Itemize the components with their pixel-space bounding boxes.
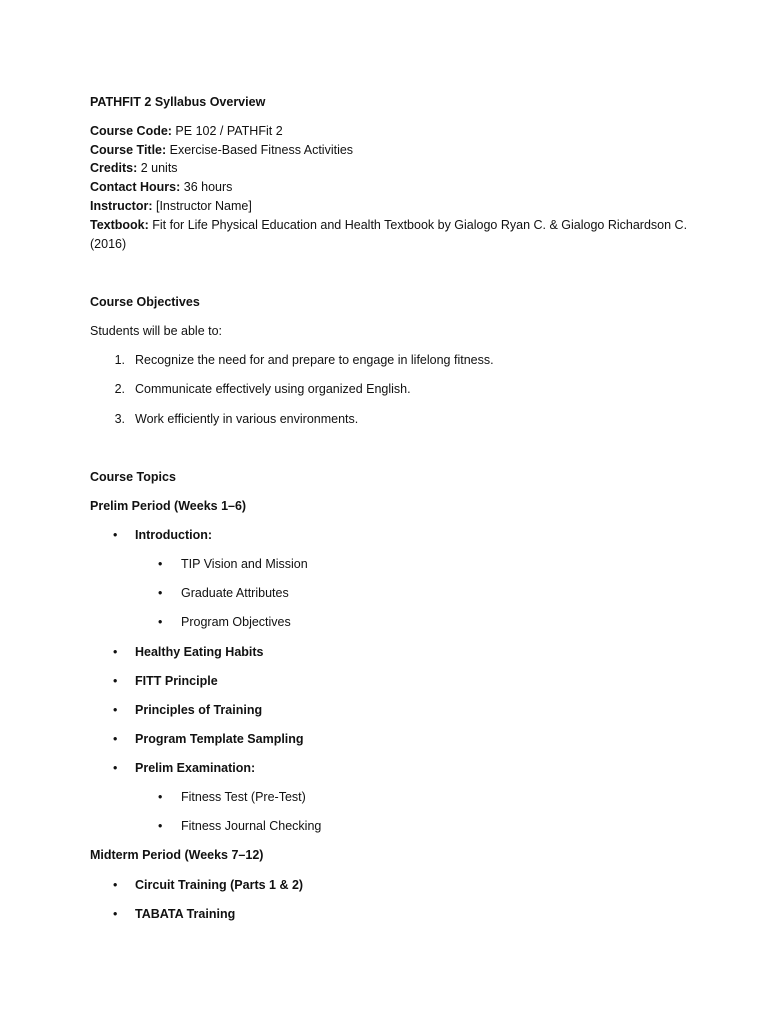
info-course-code	[90, 123, 283, 139]
topic-subitem: Program Objectives	[181, 615, 291, 629]
topic-item: TABATA Training	[135, 907, 236, 921]
document-title: PATHFIT 2 Syllabus Overview	[90, 95, 266, 109]
info-label: Instructor:	[90, 199, 153, 213]
topic-item: Circuit Training (Parts 1 & 2)	[135, 878, 304, 892]
bullet-icon: •	[113, 907, 118, 921]
topic-item: Prelim Examination:	[135, 761, 256, 775]
info-instructor	[90, 198, 252, 214]
topics-heading: Course Topics	[90, 470, 176, 484]
topic-item: Program Template Sampling	[135, 732, 304, 746]
topic-item: Principles of Training	[135, 703, 263, 717]
info-value: [Instructor Name]	[152, 199, 252, 213]
objective-item: Communicate effectively using organized English.	[135, 382, 411, 396]
objective-item: Recognize the need for and prepare to engage in lifelong fitness.	[135, 353, 494, 367]
midterm-heading: Midterm Period (Weeks 7–12)	[90, 848, 264, 862]
info-credits	[90, 160, 178, 176]
info-label: Course Code:	[90, 124, 172, 138]
topic-subitem: Fitness Test (Pre-Test)	[181, 790, 306, 804]
topic-subitem: Graduate Attributes	[181, 586, 289, 600]
topic-item: Healthy Eating Habits	[135, 645, 264, 659]
info-value: 2 units	[137, 161, 178, 175]
info-value: 36 hours	[180, 180, 233, 194]
info-label: Course Title:	[90, 143, 167, 157]
info-label: Textbook:	[90, 218, 149, 232]
info-textbook	[90, 216, 690, 253]
bullet-icon: •	[158, 790, 163, 804]
topic-item: Introduction:	[135, 528, 213, 542]
bullet-icon: •	[158, 557, 163, 571]
bullet-icon: •	[158, 615, 163, 629]
bullet-icon: •	[113, 645, 118, 659]
objective-number: 1.	[114, 353, 125, 367]
bullet-icon: •	[113, 878, 118, 892]
topic-item: FITT Principle	[135, 674, 218, 688]
objective-number: 3.	[114, 412, 125, 426]
info-course-title	[90, 142, 353, 158]
objectives-heading: Course Objectives	[90, 295, 200, 309]
bullet-icon: •	[113, 703, 118, 717]
topic-subitem: TIP Vision and Mission	[181, 557, 308, 571]
info-contact-hours	[90, 179, 232, 195]
bullet-icon: •	[113, 761, 118, 775]
objective-number: 2.	[114, 382, 125, 396]
objective-item: Work efficiently in various environments.	[135, 412, 359, 426]
info-label: Contact Hours:	[90, 180, 181, 194]
bullet-icon: •	[113, 674, 118, 688]
topic-subitem: Fitness Journal Checking	[181, 819, 322, 833]
prelim-heading: Prelim Period (Weeks 1–6)	[90, 499, 247, 513]
info-value: Exercise-Based Fitness Activities	[166, 143, 354, 157]
objectives-intro: Students will be able to:	[90, 324, 223, 338]
info-label: Credits:	[90, 161, 138, 175]
bullet-icon: •	[113, 732, 118, 746]
info-value: PE 102 / PATHFit 2	[171, 124, 283, 138]
info-value: Fit for Life Physical Education and Health Textbook by Gialogo Ryan C. & Gialogo Richardson C. (2016)	[90, 218, 688, 251]
bullet-icon: •	[158, 586, 163, 600]
bullet-icon: •	[158, 819, 163, 833]
bullet-icon: •	[113, 528, 118, 542]
